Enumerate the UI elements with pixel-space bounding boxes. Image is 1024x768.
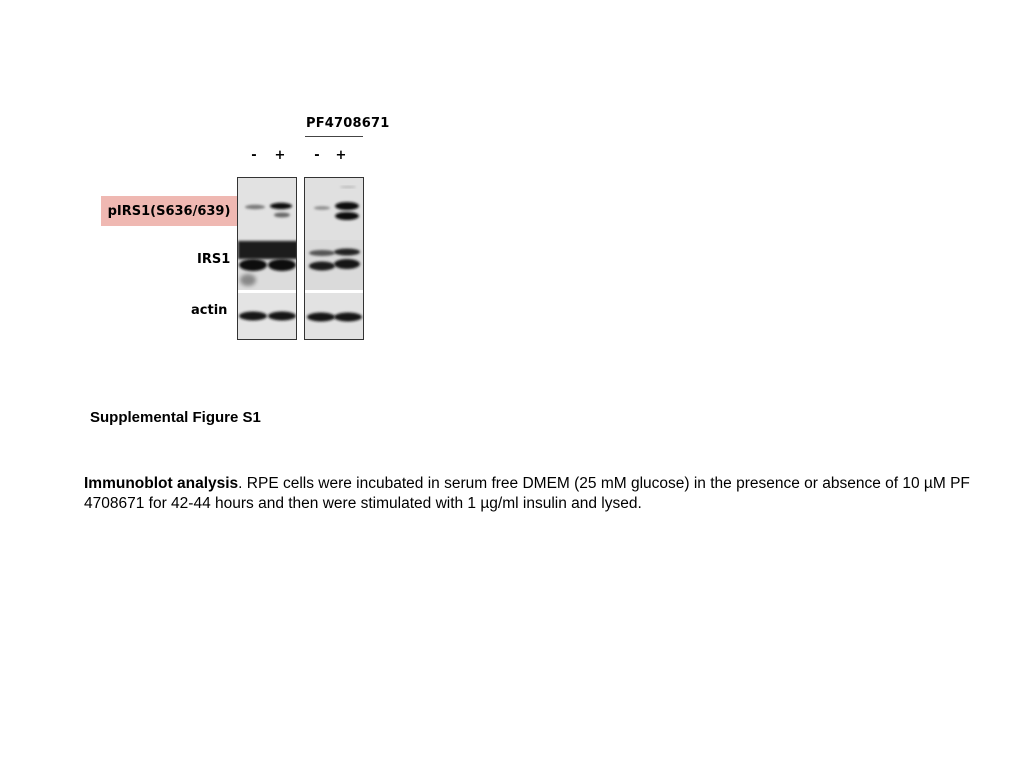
treatment-label: PF4708671 (306, 116, 390, 131)
lane-sign-3: - (314, 148, 320, 163)
lane-sign-1: - (251, 148, 257, 163)
row-label-actin: actin (191, 303, 228, 318)
caption-text: . RPE cells were incubated in serum free DMEM (25 mM glucose) in the presence or absence of 10 µM PF 4708671 for 42-44 hours and then were stimulated with 1 µg/ml insulin and lysed. (84, 475, 970, 512)
figure-caption (84, 474, 984, 514)
pirs1-label-box (101, 196, 237, 226)
row-label-pirs1: pIRS1(S636/639) (107, 203, 231, 219)
blot-panel-right (304, 177, 364, 340)
treatment-underline (305, 136, 363, 137)
caption-lead: Immunoblot analysis (84, 475, 239, 492)
lane-sign-4: + (335, 148, 347, 163)
blot-image-right (305, 178, 364, 340)
row-label-irs1: IRS1 (197, 252, 231, 267)
lane-sign-2: + (274, 148, 286, 163)
figure-title: Supplemental Figure S1 (90, 409, 261, 426)
blot-panel-left (237, 177, 297, 340)
blot-image-left (238, 178, 297, 340)
